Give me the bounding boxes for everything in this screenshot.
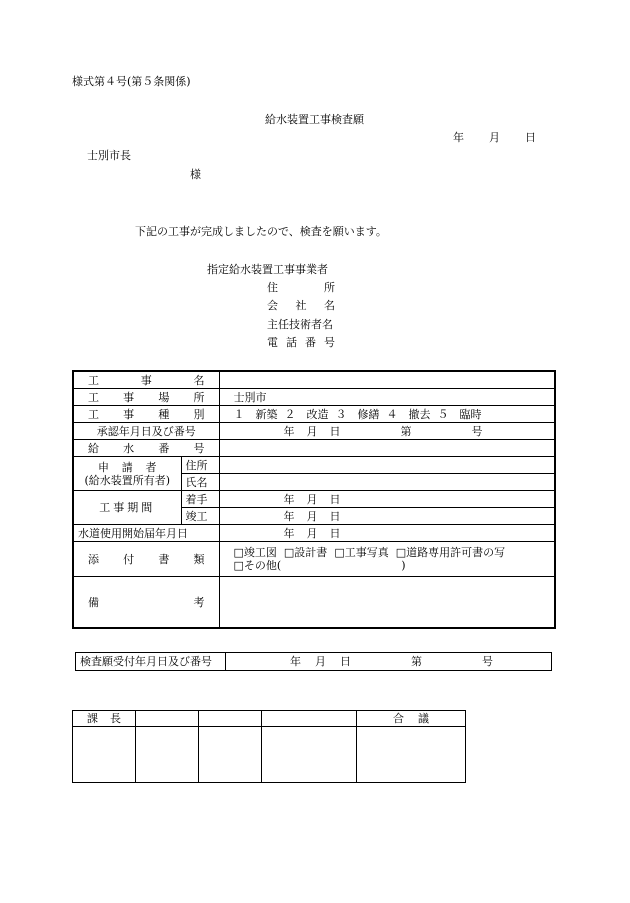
row-water-start: [73, 525, 555, 542]
applicant-address-value[interactable]: [219, 457, 555, 474]
contractor-heading: 指定給水装置工事事業者: [207, 263, 328, 276]
period-finish-label: 竣工: [181, 508, 219, 525]
date-month: 月: [489, 131, 500, 144]
addressee-mayor: 士別市長: [87, 149, 131, 162]
applicant-name-value[interactable]: [219, 474, 555, 491]
work-type-modify: ２ 改造: [284, 407, 329, 421]
remarks-label: 備 考: [73, 577, 219, 629]
row-work-place: [73, 389, 555, 406]
date-year: 年: [453, 131, 464, 144]
row-work-name: [73, 371, 555, 389]
row-work-type: [73, 406, 555, 423]
row-attachments: [73, 542, 555, 577]
row-applicant-address: [73, 457, 555, 474]
contractor-company-label: 会 社 名: [267, 299, 335, 312]
row-supply-number: [73, 440, 555, 457]
contractor-phone-label: 電 話 番 号: [267, 336, 335, 349]
receipt-label: 検査願受付年月日及び番号: [76, 653, 226, 671]
chief-label: 課 長: [73, 711, 136, 727]
work-place-label: 工 事 場 所: [73, 389, 219, 406]
work-name-label: 工 事 名: [73, 371, 219, 389]
contractor-engineer-label: 主任技術者名: [267, 318, 333, 331]
remarks-value[interactable]: [219, 577, 555, 629]
row-remarks: [73, 577, 555, 629]
work-type-new: １ 新築: [233, 407, 278, 421]
work-type-temporary: ５ 臨時: [437, 407, 482, 421]
period-start-value[interactable]: 年 月 日: [219, 491, 555, 508]
attachment-road-permit: □道路専用許可書の写: [395, 546, 506, 559]
approval-table: [72, 710, 466, 783]
attachment-design: □設計書: [283, 546, 328, 559]
approval-date-label: 承認年月日及び番号: [73, 423, 219, 440]
work-type-label: 工 事 種 別: [73, 406, 219, 423]
approval-blank-2: [199, 711, 262, 727]
seal-box-1[interactable]: [136, 727, 199, 783]
work-type-repair: ３ 修繕: [335, 407, 380, 421]
approval-blank-3: [262, 711, 357, 727]
council-seal[interactable]: [357, 727, 466, 783]
receipt-table: [75, 652, 552, 671]
water-start-value[interactable]: 年 月 日: [219, 525, 555, 542]
work-place-value[interactable]: 士別市: [219, 389, 555, 406]
approval-blank-1: [136, 711, 199, 727]
application-table: [72, 370, 556, 629]
date-day: 日: [525, 131, 536, 144]
period-start-label: 着手: [181, 491, 219, 508]
receipt-value[interactable]: 年 月 日 第 号: [226, 653, 552, 671]
approval-date-value[interactable]: 年 月 日 第 号: [219, 423, 555, 440]
supply-number-value[interactable]: [219, 440, 555, 457]
period-finish-value[interactable]: 年 月 日: [219, 508, 555, 525]
form-title: 給水装置工事検査願: [265, 113, 364, 126]
applicant-address-label: 住所: [181, 457, 219, 474]
attachment-other: □その他(: [233, 559, 282, 572]
applicant-label: 申 請 者 (給水装置所有者): [73, 457, 181, 491]
addressee-sama: 様: [190, 168, 201, 181]
council-label: 合 議: [357, 711, 466, 727]
contractor-address-label: 住 所: [267, 281, 335, 294]
row-approval-date: [73, 423, 555, 440]
supply-number-label: 給 水 番 号: [73, 440, 219, 457]
attachments-label: 添 付 書 類: [73, 542, 219, 577]
attachment-photos: □工事写真: [334, 546, 389, 559]
attachments-options[interactable]: □竣工図 □設計書 □工事写真 □道路専用許可書の写 □その他( ): [219, 542, 555, 577]
seal-box-3[interactable]: [262, 727, 357, 783]
form-number: 様式第４号(第５条関係): [72, 75, 191, 88]
work-type-remove: ４ 撤去: [386, 407, 431, 421]
row-period-start: [73, 491, 555, 508]
work-name-value[interactable]: [219, 371, 555, 389]
work-type-options[interactable]: [219, 406, 555, 423]
water-start-label: 水道使用開始届年月日: [73, 525, 219, 542]
chief-seal[interactable]: [73, 727, 136, 783]
seal-box-2[interactable]: [199, 727, 262, 783]
period-label: 工事期間: [73, 491, 181, 525]
applicant-name-label: 氏名: [181, 474, 219, 491]
request-text: 下記の工事が完成しましたので、検査を願います。: [135, 225, 387, 238]
attachment-as-built: □竣工図: [233, 546, 277, 559]
